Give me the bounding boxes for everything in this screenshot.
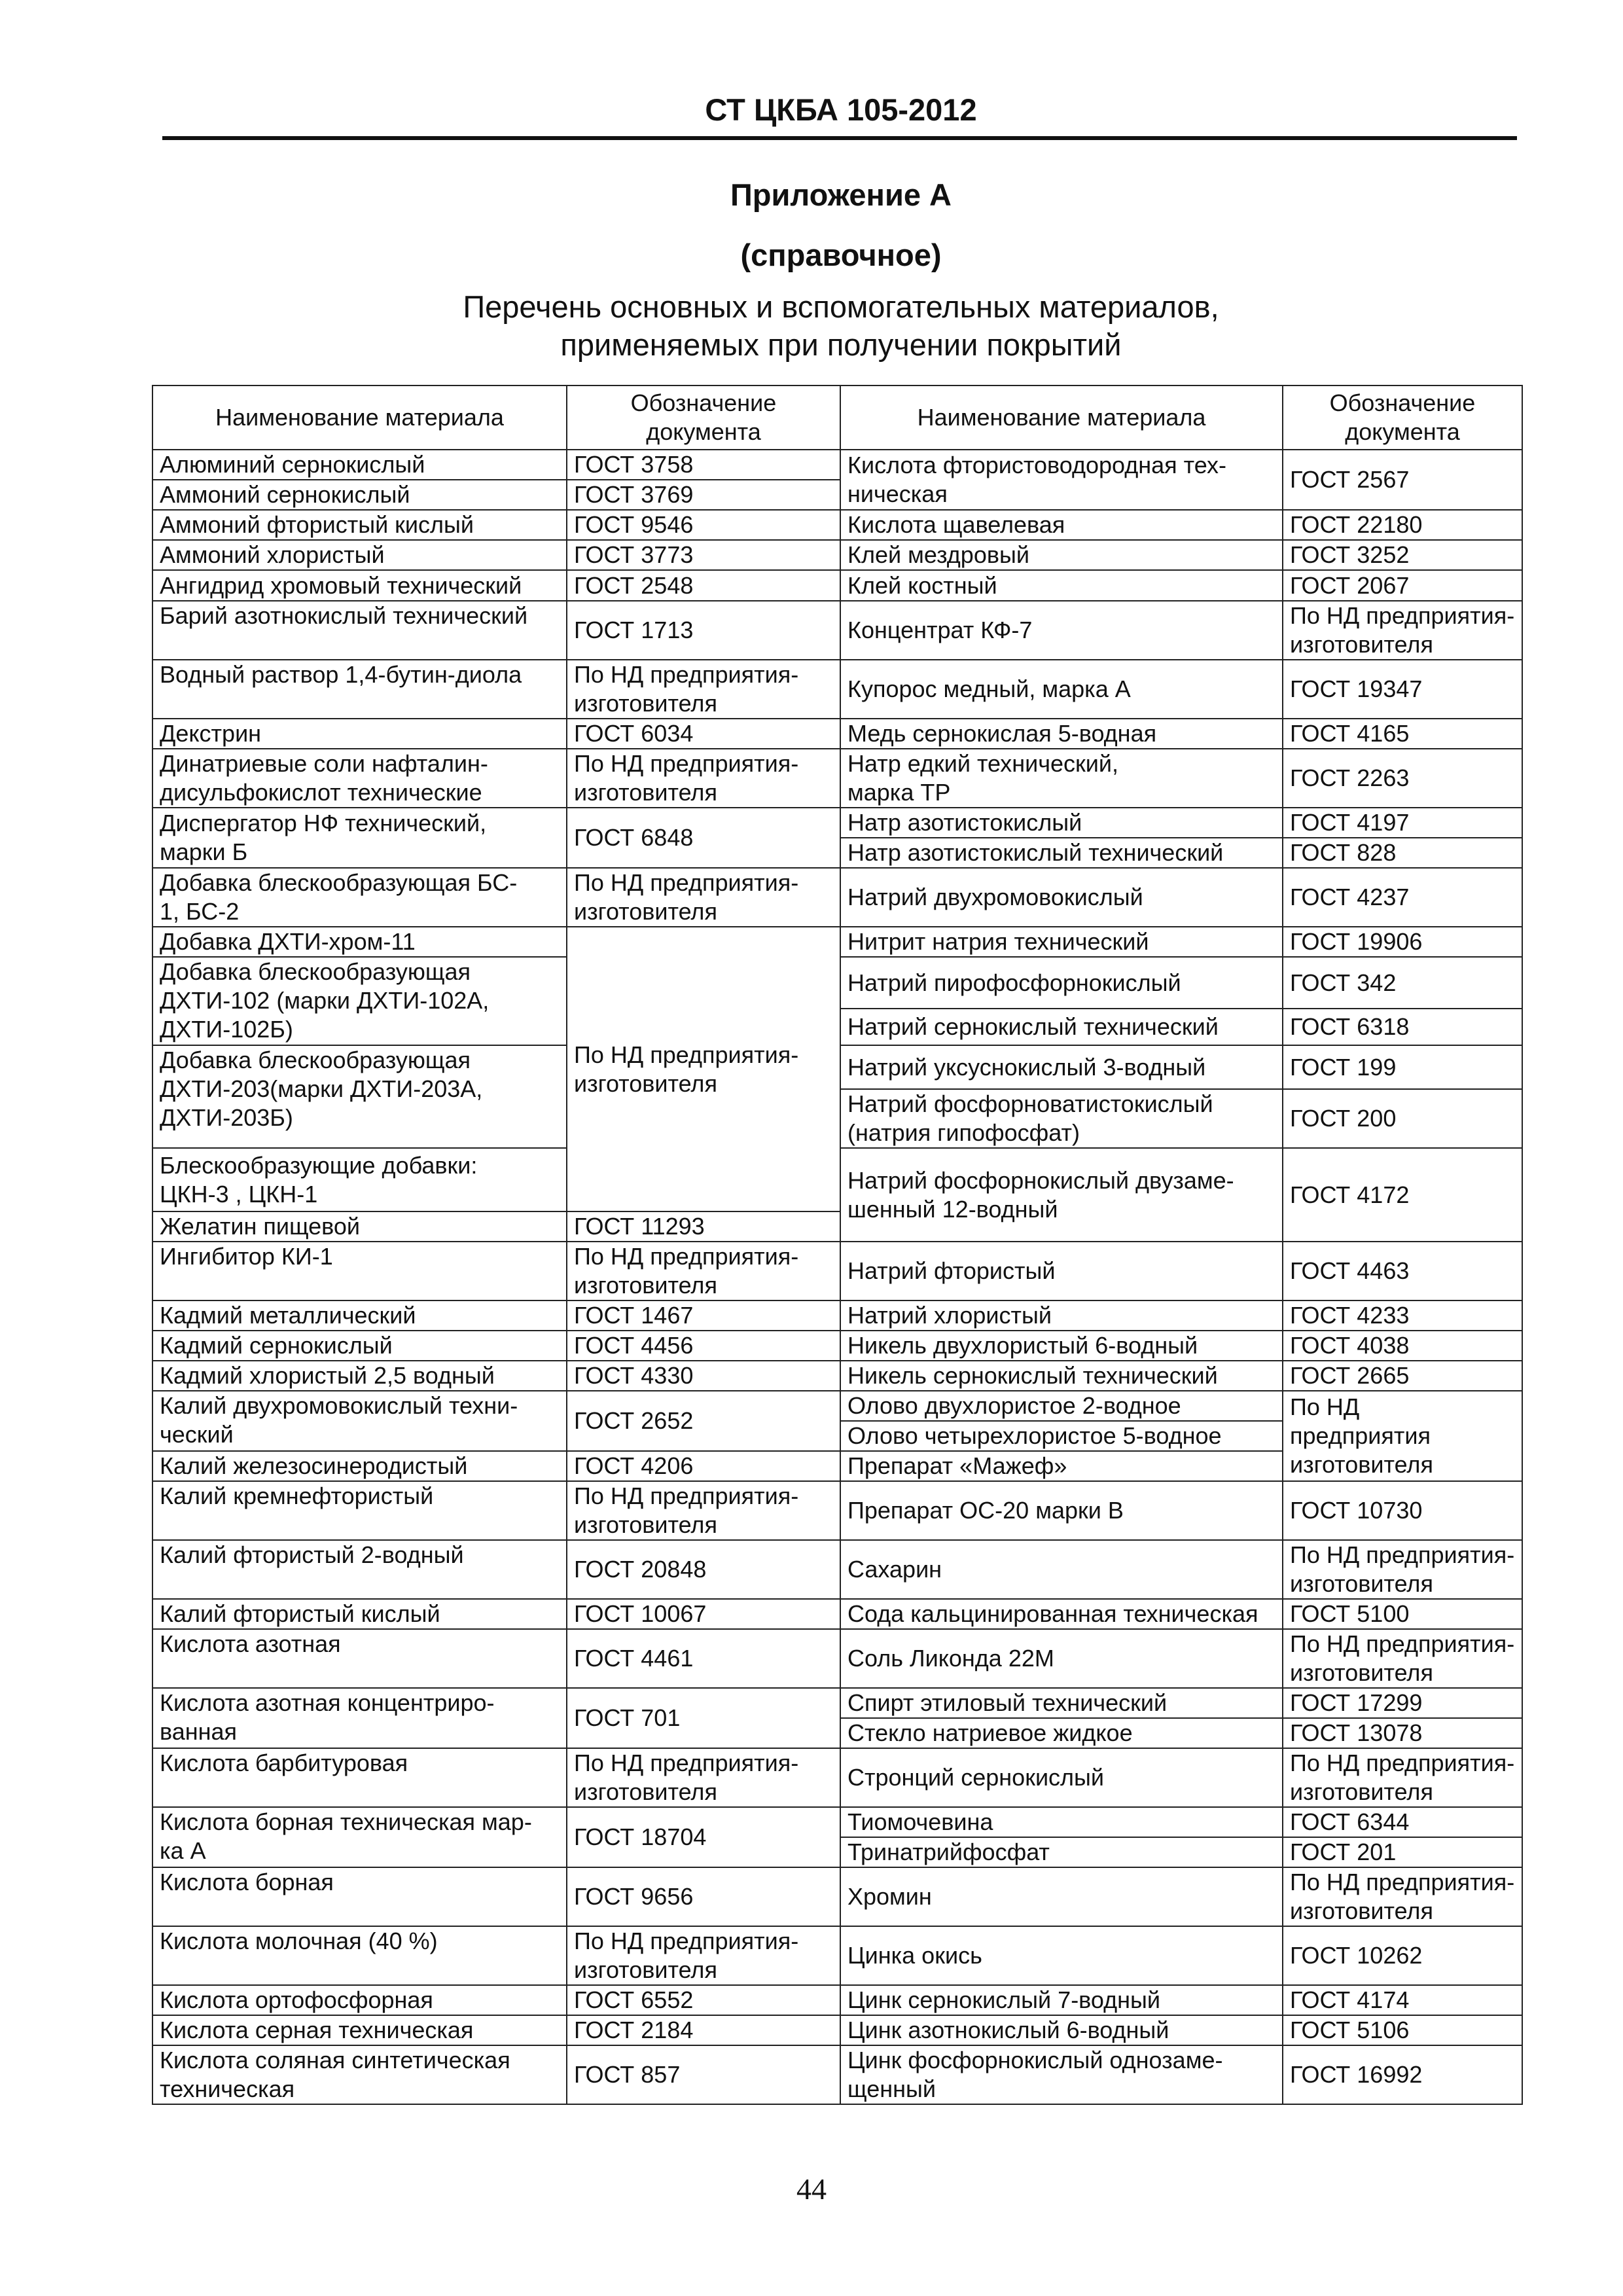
table-row xyxy=(152,1391,1522,1421)
table-row xyxy=(152,540,1522,570)
document-code: По НД предприятия- изготовителя xyxy=(567,927,840,1211)
material-name: Кадмий металлический xyxy=(152,1300,567,1331)
material-name: Олово четырехлористое 5-водное xyxy=(840,1421,1283,1451)
document-code: ГОСТ 4172 xyxy=(1283,1148,1522,1242)
material-name: Калий железосинеродистый xyxy=(152,1451,567,1481)
material-name: Кадмий хлористый 2,5 водный xyxy=(152,1361,567,1391)
table-row xyxy=(152,719,1522,749)
material-name: Никель двухлористый 6-водный xyxy=(840,1331,1283,1361)
document-code: По НД предприятия- изготовителя xyxy=(1283,1867,1522,1926)
document-code: ГОСТ 857 xyxy=(567,2045,840,2104)
document-code: ГОСТ 828 xyxy=(1283,838,1522,868)
material-name: Калий фтористый 2-водный xyxy=(152,1540,567,1599)
material-name: Натрий пирофосфорнокислый xyxy=(840,957,1283,1009)
material-name: Стронций сернокислый xyxy=(840,1748,1283,1807)
document-code: ГОСТ 3773 xyxy=(567,540,840,570)
table-row xyxy=(152,1748,1522,1807)
document-code: ГОСТ 4174 xyxy=(1283,1985,1522,2015)
document-code: По НД предприятия- изготовителя xyxy=(1283,1629,1522,1688)
material-name: Блескообразующие добавки: ЦКН-3 , ЦКН-1 xyxy=(152,1148,567,1211)
table-row xyxy=(152,749,1522,808)
document-code: ГОСТ 19347 xyxy=(1283,660,1522,719)
document-code: ГОСТ 4233 xyxy=(1283,1300,1522,1331)
material-name: Цинка окись xyxy=(840,1926,1283,1985)
document-code: По НД предприятия- изготовителя xyxy=(567,1926,840,1985)
document-code: ГОСТ 200 xyxy=(1283,1089,1522,1148)
material-name: Препарат ОС-20 марки В xyxy=(840,1481,1283,1540)
appendix-title: Приложение А xyxy=(730,177,952,212)
column-header: Обозначение документа xyxy=(1283,386,1522,450)
document-code: ГОСТ 199 xyxy=(1283,1045,1522,1089)
caption-line-1: Перечень основных и вспомогательных материалов, xyxy=(463,289,1219,324)
table-row xyxy=(152,2045,1522,2104)
document-code: По НД предприятия- изготовителя xyxy=(1283,601,1522,660)
document-code: ГОСТ 6344 xyxy=(1283,1807,1522,1837)
table-row xyxy=(152,660,1522,719)
material-name: Клей мездровый xyxy=(840,540,1283,570)
document-code: По НД предприятия изготовителя xyxy=(1283,1391,1522,1481)
material-name: Аммоний фтористый кислый xyxy=(152,510,567,540)
table-caption xyxy=(164,288,1518,364)
document-code: ГОСТ 5100 xyxy=(1283,1599,1522,1629)
material-name: Барий азотнокислый технический xyxy=(152,601,567,660)
document-code: ГОСТ 2652 xyxy=(567,1391,840,1451)
material-name: Купорос медный, марка А xyxy=(840,660,1283,719)
material-name: Аммоний сернокислый xyxy=(152,480,567,510)
table-row xyxy=(152,1688,1522,1718)
document-code: ГОСТ 3769 xyxy=(567,480,840,510)
document-code: ГОСТ 5106 xyxy=(1283,2015,1522,2045)
document-code: ГОСТ 2184 xyxy=(567,2015,840,2045)
material-name: Кислота борная техническая мар- ка А xyxy=(152,1807,567,1867)
table-row xyxy=(152,927,1522,957)
material-name: Ангидрид хромовый технический xyxy=(152,570,567,601)
document-code: ГОСТ 4461 xyxy=(567,1629,840,1688)
table-row xyxy=(152,1629,1522,1688)
table-header-row xyxy=(152,386,1522,450)
material-name: Кислота барбитуровая xyxy=(152,1748,567,1807)
document-code: ГОСТ 9546 xyxy=(567,510,840,540)
document-code: ГОСТ 22180 xyxy=(1283,510,1522,540)
table-row xyxy=(152,1599,1522,1629)
material-name: Водный раствор 1,4-бутин-диола xyxy=(152,660,567,719)
document-code: ГОСТ 10262 xyxy=(1283,1926,1522,1985)
table-row xyxy=(152,1242,1522,1300)
document-code: ГОСТ 6318 xyxy=(1283,1009,1522,1045)
material-name: Спирт этиловый технический xyxy=(840,1688,1283,1718)
page-number: 44 xyxy=(796,2172,827,2206)
document-code: ГОСТ 3758 xyxy=(567,450,840,480)
document-code: По НД предприятия- изготовителя xyxy=(567,1481,840,1540)
header-rule xyxy=(162,136,1517,140)
material-name: Добавка блескообразующая ДХТИ-102 (марки ДХТИ-102А, ДХТИ-102Б) xyxy=(152,957,567,1045)
document-code: По НД предприятия- изготовителя xyxy=(567,660,840,719)
material-name: Желатин пищевой xyxy=(152,1211,567,1242)
column-header: Обозначение документа xyxy=(567,386,840,450)
material-name: Добавка ДХТИ-хром-11 xyxy=(152,927,567,957)
document-code: По НД предприятия- изготовителя xyxy=(567,1748,840,1807)
document-code: ГОСТ 4237 xyxy=(1283,868,1522,927)
table-row xyxy=(152,1300,1522,1331)
table-row xyxy=(152,1481,1522,1540)
document-code: По НД предприятия- изготовителя xyxy=(567,868,840,927)
material-name: Натрий сернокислый технический xyxy=(840,1009,1283,1045)
material-name: Ингибитор КИ-1 xyxy=(152,1242,567,1300)
document-header: СТ ЦКБА 105-2012 xyxy=(705,92,977,127)
material-name: Натрий фосфорноватистокислый (натрия гипофосфат) xyxy=(840,1089,1283,1148)
table-row xyxy=(152,570,1522,601)
document-code: ГОСТ 6034 xyxy=(567,719,840,749)
document-code: ГОСТ 17299 xyxy=(1283,1688,1522,1718)
material-name: Тиомочевина xyxy=(840,1807,1283,1837)
document-code: По НД предприятия- изготовителя xyxy=(1283,1540,1522,1599)
material-name: Цинк азотнокислый 6-водный xyxy=(840,2015,1283,2045)
document-code: ГОСТ 11293 xyxy=(567,1211,840,1242)
material-name: Натрий двухромовокислый xyxy=(840,868,1283,927)
material-name: Калий кремнефтористый xyxy=(152,1481,567,1540)
material-name: Кислота щавелевая xyxy=(840,510,1283,540)
document-code: ГОСТ 1467 xyxy=(567,1300,840,1331)
document-code: ГОСТ 1713 xyxy=(567,601,840,660)
document-code: ГОСТ 16992 xyxy=(1283,2045,1522,2104)
material-name: Натрий фосфорнокислый двузаме- шенный 12-водный xyxy=(840,1148,1283,1242)
document-code: ГОСТ 6552 xyxy=(567,1985,840,2015)
document-code: ГОСТ 2548 xyxy=(567,570,840,601)
document-code: ГОСТ 4330 xyxy=(567,1361,840,1391)
document-code: ГОСТ 701 xyxy=(567,1688,840,1748)
document-code: ГОСТ 2067 xyxy=(1283,570,1522,601)
material-name: Кислота фтористоводородная тех- ническая xyxy=(840,450,1283,510)
material-name: Натр едкий технический, марка ТР xyxy=(840,749,1283,808)
material-name: Кислота молочная (40 %) xyxy=(152,1926,567,1985)
materials-table xyxy=(152,385,1523,2105)
table-row xyxy=(152,601,1522,660)
document-code: ГОСТ 4038 xyxy=(1283,1331,1522,1361)
material-name: Цинк сернокислый 7-водный xyxy=(840,1985,1283,2015)
material-name: Кислота серная техническая xyxy=(152,2015,567,2045)
material-name: Натрий хлористый xyxy=(840,1300,1283,1331)
document-code: ГОСТ 4206 xyxy=(567,1451,840,1481)
column-header: Наименование материала xyxy=(152,386,567,450)
document-code: ГОСТ 4456 xyxy=(567,1331,840,1361)
material-name: Натрий фтористый xyxy=(840,1242,1283,1300)
material-name: Натр азотистокислый xyxy=(840,808,1283,838)
material-name: Кислота азотная xyxy=(152,1629,567,1688)
table-row xyxy=(152,1540,1522,1599)
material-name: Сахарин xyxy=(840,1540,1283,1599)
document-code: ГОСТ 18704 xyxy=(567,1807,840,1867)
material-name: Стекло натриевое жидкое xyxy=(840,1718,1283,1748)
table-row xyxy=(152,2015,1522,2045)
document-code: ГОСТ 2665 xyxy=(1283,1361,1522,1391)
document-code: ГОСТ 10730 xyxy=(1283,1481,1522,1540)
material-name: Нитрит натрия технический xyxy=(840,927,1283,957)
document-code: ГОСТ 201 xyxy=(1283,1837,1522,1867)
document-code: ГОСТ 13078 xyxy=(1283,1718,1522,1748)
table-row xyxy=(152,510,1522,540)
table-row xyxy=(152,1926,1522,1985)
material-name: Препарат «Мажеф» xyxy=(840,1451,1283,1481)
material-name: Никель сернокислый технический xyxy=(840,1361,1283,1391)
material-name: Олово двухлористое 2-водное xyxy=(840,1391,1283,1421)
table-row xyxy=(152,1807,1522,1837)
document-code: ГОСТ 4463 xyxy=(1283,1242,1522,1300)
material-name: Соль Ликонда 22М xyxy=(840,1629,1283,1688)
material-name: Кадмий сернокислый xyxy=(152,1331,567,1361)
material-name: Калий фтористый кислый xyxy=(152,1599,567,1629)
material-name: Клей костный xyxy=(840,570,1283,601)
material-name: Добавка блескообразующая ДХТИ-203(марки ДХТИ-203А, ДХТИ-203Б) xyxy=(152,1045,567,1148)
material-name: Алюминий сернокислый xyxy=(152,450,567,480)
document-code: По НД предприятия- изготовителя xyxy=(567,1242,840,1300)
document-code: ГОСТ 6848 xyxy=(567,808,840,868)
document-code: ГОСТ 19906 xyxy=(1283,927,1522,957)
document-code: По НД предприятия- изготовителя xyxy=(1283,1748,1522,1807)
material-name: Декстрин xyxy=(152,719,567,749)
caption-line-2: применяемых при получении покрытий xyxy=(560,327,1122,362)
document-code: ГОСТ 4165 xyxy=(1283,719,1522,749)
document-code: ГОСТ 2567 xyxy=(1283,450,1522,510)
material-name: Хромин xyxy=(840,1867,1283,1926)
material-name: Кислота борная xyxy=(152,1867,567,1926)
material-name: Добавка блескообразующая БС- 1, БС-2 xyxy=(152,868,567,927)
material-name: Натр азотистокислый технический xyxy=(840,838,1283,868)
table-row xyxy=(152,1331,1522,1361)
material-name: Кислота азотная концентриро- ванная xyxy=(152,1688,567,1748)
document-code: ГОСТ 20848 xyxy=(567,1540,840,1599)
material-name: Тринатрийфосфат xyxy=(840,1837,1283,1867)
appendix-subtitle: (справочное) xyxy=(740,238,942,272)
table-row xyxy=(152,450,1522,480)
material-name: Концентрат КФ-7 xyxy=(840,601,1283,660)
material-name: Калий двухромовокислый техни- ческий xyxy=(152,1391,567,1451)
material-name: Цинк фосфорнокислый однозаме- щенный xyxy=(840,2045,1283,2104)
material-name: Кислота соляная синтетическая техническая xyxy=(152,2045,567,2104)
material-name: Сода кальцинированная техническая xyxy=(840,1599,1283,1629)
column-header: Наименование материала xyxy=(840,386,1283,450)
document-code: По НД предприятия- изготовителя xyxy=(567,749,840,808)
document-code: ГОСТ 342 xyxy=(1283,957,1522,1009)
document-code: ГОСТ 4197 xyxy=(1283,808,1522,838)
material-name: Медь сернокислая 5-водная xyxy=(840,719,1283,749)
table-row xyxy=(152,1867,1522,1926)
table-row xyxy=(152,1985,1522,2015)
table-row xyxy=(152,868,1522,927)
material-name: Аммоний хлористый xyxy=(152,540,567,570)
material-name: Натрий уксуснокислый 3-водный xyxy=(840,1045,1283,1089)
material-name: Динатриевые соли нафталин- дисульфокислот технические xyxy=(152,749,567,808)
table-row xyxy=(152,808,1522,838)
document-code: ГОСТ 9656 xyxy=(567,1867,840,1926)
material-name: Кислота ортофосфорная xyxy=(152,1985,567,2015)
document-code: ГОСТ 2263 xyxy=(1283,749,1522,808)
table-row xyxy=(152,1361,1522,1391)
material-name: Диспергатор НФ технический, марки Б xyxy=(152,808,567,868)
document-code: ГОСТ 3252 xyxy=(1283,540,1522,570)
document-code: ГОСТ 10067 xyxy=(567,1599,840,1629)
